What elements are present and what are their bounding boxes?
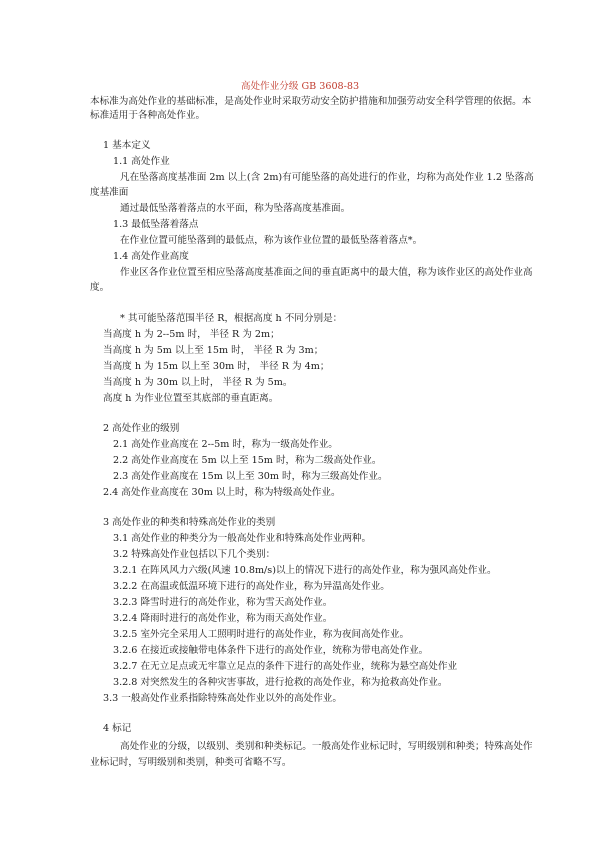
- category-item: 3.2.7 在无立足点或无牢靠立足点的条件下进行的高处作业，统称为悬空高处作业: [113, 661, 458, 672]
- footnote-line: 当高度 h 为 5m 以上至 15m 时， 半径 R 为 3m；: [103, 345, 324, 356]
- section-2-heading: 2 高处作业的级别: [103, 423, 180, 434]
- paragraph-1-4-line-1: 作业区各作业位置至相应坠落高度基准面之间的垂直距离中的最大值，称为该作业区的高处作业高: [120, 267, 533, 278]
- category-item: 3.2.5 室外完全采用人工照明时进行的高处作业，称为夜间高处作业。: [113, 629, 410, 640]
- category-item: 3.2.1 在阵风风力六级(风速 10.8m/s)以上的情况下进行的高处作业，称为强风高处作业。: [113, 565, 497, 576]
- paragraph-3-1: 3.1 高处作业的种类分为一般高处作业和特殊高处作业两种。: [113, 533, 372, 544]
- paragraph-4-line-2: 业标记时，写明级别和类别，种类可省略不写。: [90, 757, 292, 768]
- category-item: 3.2.6 在接近或接触带电体条件下进行的高处作业，统称为带电高处作业。: [113, 645, 429, 656]
- footnote-line: 当高度 h 为 30m 以上时， 半径 R 为 5m。: [103, 377, 293, 388]
- paragraph-3-3: 3.3 一般高处作业系指除特殊高处作业以外的高处作业。: [103, 693, 342, 704]
- level-item: 2.1 高处作业高度在 2--5m 时，称为一级高处作业。: [113, 439, 338, 450]
- footnote-line: 高度 h 为作业位置至其底部的垂直距离。: [103, 393, 279, 404]
- paragraph-1-2: 通过最低坠落着落点的水平面，称为坠落高度基准面。: [120, 203, 351, 214]
- document-title: 高处作业分级 GB 3608-83: [240, 81, 360, 92]
- section-1-heading: 1 基本定义: [103, 140, 151, 151]
- subsection-1-1-heading: 1.1 高处作业: [113, 156, 170, 167]
- paragraph-4-line-1: 高处作业的分级，以级别、类别和种类标记。一般高处作业标记时，写明级别和种类；特殊高处作: [120, 741, 533, 752]
- footnote-line: 当高度 h 为 2--5m 时， 半径 R 为 2m；: [103, 329, 280, 340]
- section-4-heading: 4 标记: [103, 723, 132, 734]
- section-3-heading: 3 高处作业的种类和特殊高处作业的类别: [103, 517, 276, 528]
- footnote-line: 当高度 h 为 15m 以上至 30m 时， 半径 R 为 4m；: [103, 361, 330, 372]
- subsection-1-4-heading: 1.4 高处作业高度: [113, 251, 189, 262]
- paragraph-1-1-line-1: 凡在坠落高度基准面 2m 以上(含 2m)有可能坠落的高处进行的作业，均称为高处作业 1.2 坠落高: [120, 172, 534, 183]
- subsection-1-3-heading: 1.3 最低坠落着落点: [113, 219, 199, 230]
- paragraph-1-4-line-2: 度。: [90, 282, 110, 293]
- paragraph-1-1-line-2: 度基准面: [90, 187, 129, 198]
- level-item: 2.3 高处作业高度在 15m 以上至 30m 时，称为三级高处作业。: [113, 471, 388, 482]
- intro-line-1: 本标准为高处作业的基础标准，是高处作业时采取劳动安全防护措施和加强劳动安全科学管理的依据。本: [90, 96, 532, 107]
- paragraph-3-2: 3.2 特殊高处作业包括以下几个类别：: [113, 549, 276, 560]
- level-item: 2.2 高处作业高度在 5m 以上至 15m 时，称为二级高处作业。: [113, 455, 382, 466]
- category-item: 3.2.4 降雨时进行的高处作业，称为雨天高处作业。: [113, 613, 333, 624]
- paragraph-1-3: 在作业位置可能坠落到的最低点，称为该作业位置的最低坠落着落点*。: [120, 235, 423, 246]
- footnote-intro: * 其可能坠落范围半径 R，根据高度 h 不同分别是：: [120, 313, 343, 324]
- category-item: 3.2.2 在高温或低温环境下进行的高处作业，称为异温高处作业。: [113, 581, 390, 592]
- intro-line-2: 标准适用于各种高处作业。: [90, 110, 206, 121]
- level-item: 2.4 高处作业高度在 30m 以上时，称为特级高处作业。: [103, 487, 341, 498]
- category-item: 3.2.8 对突然发生的各种灾害事故，进行抢救的高处作业，称为抢救高处作业。: [113, 677, 448, 688]
- category-item: 3.2.3 降雪时进行的高处作业，称为雪天高处作业。: [113, 597, 333, 608]
